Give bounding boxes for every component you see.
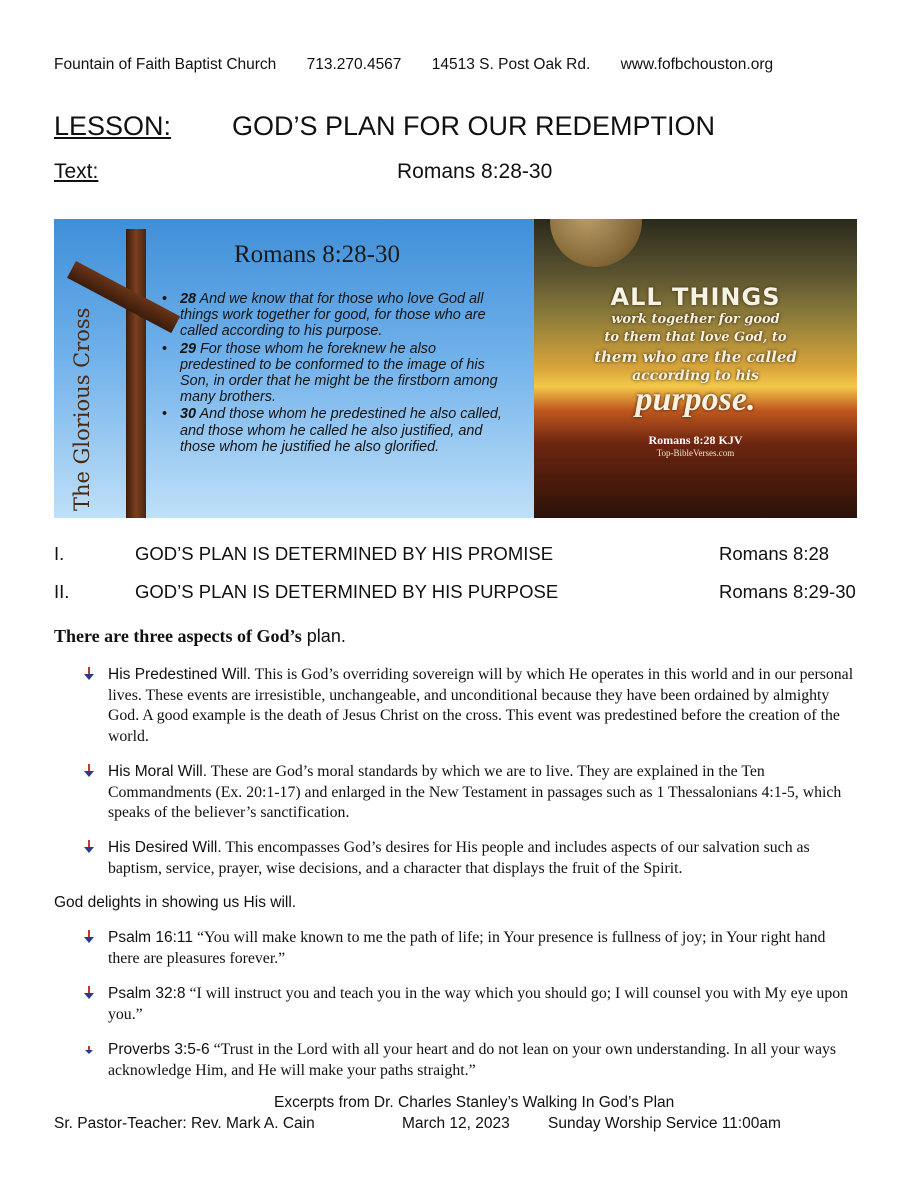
text-label: Text: (54, 160, 99, 183)
list-item (82, 984, 858, 1025)
cross-image (126, 229, 146, 518)
banner-title: Romans 8:28-30 (234, 241, 400, 268)
verse-item (160, 341, 506, 406)
service-time: Sunday Worship Service 11:00am (548, 1115, 781, 1132)
verse-number: 29 (180, 340, 197, 357)
verse-text: And those whom he predestined he also called, and those whom he called he also justified, and those whom he justified he also glorified. (180, 406, 502, 455)
cross-panel (54, 219, 534, 518)
list-item-lead: His Moral Will. (108, 763, 208, 780)
aspects-heading-tail: plan. (301, 626, 346, 646)
outline-title: GOD’S PLAN IS DETERMINED BY HIS PURPOSE (135, 581, 559, 602)
outline-reference: Romans 8:29-30 (719, 581, 856, 602)
list-item-text: This encompasses God’s desires for His people and includes aspects of our salvation such as baptism, service, prayer, wise decisions, and a character that displays the fruit of the Spirit. (108, 839, 810, 877)
arrow-down-bullet-icon (82, 1042, 96, 1056)
outline-number: II. (54, 581, 70, 602)
service-date: March 12, 2023 (402, 1115, 510, 1132)
sunset-line-3: them who are the called (594, 348, 797, 366)
aspects-heading (54, 626, 346, 647)
text-reference: Romans 8:28-30 (397, 160, 553, 183)
list-item (82, 1040, 858, 1081)
verse-list (160, 291, 506, 456)
list-item-lead: Psalm 32:8 (108, 985, 186, 1002)
list-item-text: “You will make known to me the path of life; in Your presence is fullness of joy; in Your right hand there are pleasures forever.” (108, 929, 826, 967)
list-item-lead: Psalm 16:11 (108, 929, 194, 946)
list-item-lead: His Predestined Will. (108, 666, 251, 683)
verse-number: 28 (180, 291, 197, 307)
arrow-down-bullet-icon (82, 840, 96, 854)
excerpt-credit: Excerpts from Dr. Charles Stanley’s Walking In God’s Plan (274, 1094, 675, 1111)
pastor-name: Sr. Pastor-Teacher: Rev. Mark A. Cain (54, 1115, 315, 1132)
sunset-reference: Romans 8:28 KJV (648, 433, 743, 447)
sunset-line-2: to them that love God, to (604, 330, 787, 345)
list-item (82, 762, 858, 824)
list-item (82, 838, 858, 879)
list-item-lead: His Desired Will. (108, 839, 222, 856)
arrow-down-bullet-icon (82, 667, 96, 681)
list-item (82, 928, 858, 969)
sunset-website: Top-BibleVerses.com (656, 448, 735, 458)
list-item-text: This is God’s overriding sovereign will by which He operates in this world and in our personal lives. These events are irresistible, unchangeable, and unconditional because they have been ordained by almighty God. A good example is the death of Jesus Christ on the cross. This event was predestined before the creation of the world. (108, 666, 854, 745)
arrow-down-bullet-icon (82, 986, 96, 1000)
verse-number: 30 (180, 406, 197, 423)
outline-title: GOD’S PLAN IS DETERMINED BY HIS PROMISE (135, 543, 554, 564)
cross-caption: The Glorious Cross (70, 307, 94, 511)
list-item (82, 665, 858, 747)
aspects-heading-text: There are three aspects of God’s (54, 626, 302, 646)
church-website: www.fofbchouston.org (620, 56, 774, 73)
list-item-text: These are God’s moral standards by which we are to live. They are explained in the Ten Commandments (Ex. 20:1-17) and enlarged in the New Testament in passages such as 1 Thessalonians 4:1-5, which speaks of the believer’s sanctification. (108, 763, 842, 821)
church-address: 14513 S. Post Oak Rd. (431, 56, 591, 73)
moon-image (550, 219, 642, 267)
verse-item (160, 406, 506, 455)
arrow-down-bullet-icon (82, 930, 96, 944)
sunset-line-4: according to his (632, 368, 759, 384)
delights-line: God delights in showing us His will. (54, 894, 297, 911)
verse-text: And we know that for those who love God all things work together for good, for those who are called according to his purpose. (180, 291, 486, 340)
outline-reference: Romans 8:28 (719, 543, 830, 564)
verse-text: For those whom he foreknew he also predestined to be conformed to the image of his Son, in order that he might be the firstborn among many brothers. (180, 340, 498, 406)
list-item-text: “I will instruct you and teach you in the way which you should go; I will counsel you with My eye upon you.” (108, 985, 849, 1023)
purpose-word: purpose. (635, 381, 756, 418)
verse-item (160, 291, 506, 340)
lesson-label: LESSON: (54, 111, 172, 141)
lesson-title: GOD’S PLAN FOR OUR REDEMPTION (232, 111, 716, 141)
scripture-banner (54, 219, 857, 518)
all-things-headline: ALL THINGS (610, 283, 781, 311)
list-item-text: “Trust in the Lord with all your heart and do not lean on your own understanding. In all your ways acknowledge Him, and He will make your paths straight.” (108, 1041, 837, 1079)
sunset-line-1: work together for good (611, 312, 780, 327)
church-header (54, 56, 799, 74)
list-item-lead: Proverbs 3:5-6 (108, 1041, 210, 1058)
church-phone: 713.270.4567 (306, 56, 402, 73)
outline-number: I. (54, 543, 65, 564)
arrow-down-bullet-icon (82, 764, 96, 778)
church-name: Fountain of Faith Baptist Church (54, 56, 277, 73)
